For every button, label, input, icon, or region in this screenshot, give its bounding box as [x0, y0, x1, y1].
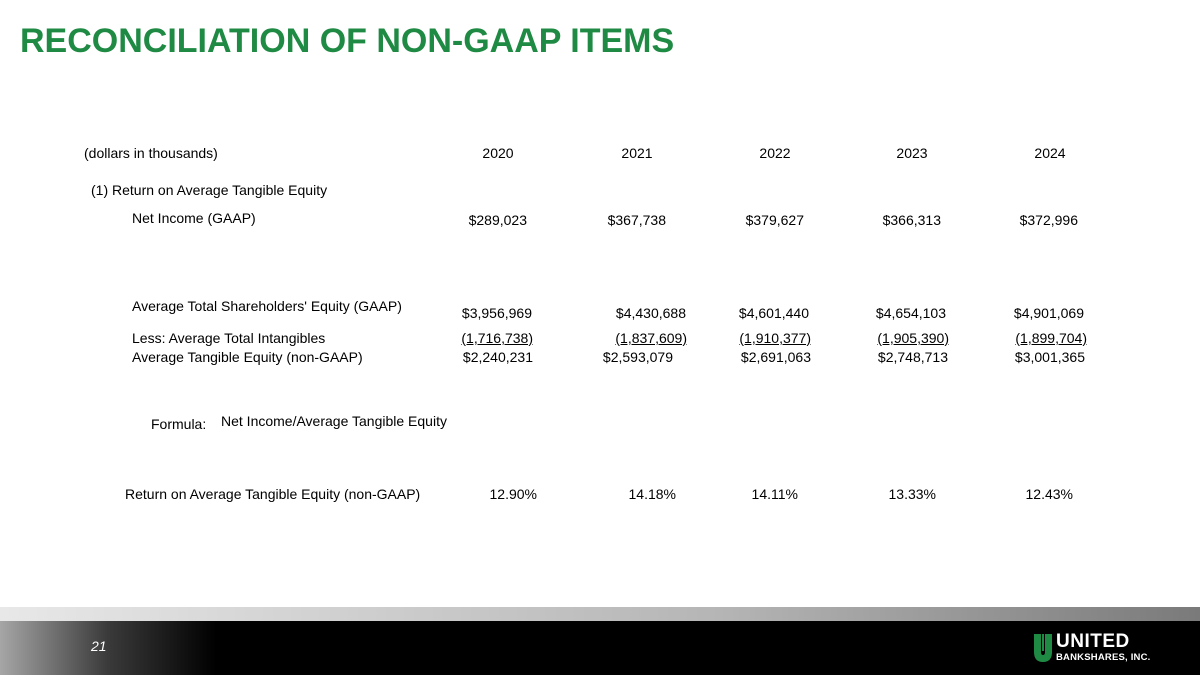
avg-total-equity-value: $4,654,103 [875, 305, 946, 321]
page-number: 21 [91, 638, 107, 654]
year-header: 2024 [1034, 145, 1066, 161]
avg-tangible-equity-label: Average Tangible Equity (non-GAAP) [132, 349, 363, 365]
net-income-value: $379,627 [745, 212, 804, 228]
less-intangibles-value: (1,899,704) [1015, 330, 1087, 346]
return-on-tangible-equity-value: 14.11% [751, 486, 798, 502]
less-intangibles-value: (1,905,390) [877, 330, 949, 346]
section-heading: (1) Return on Average Tangible Equity [91, 182, 328, 198]
less-intangibles-label: Less: Average Total Intangibles [132, 330, 326, 346]
return-on-tangible-equity-value: 13.33% [888, 486, 936, 502]
formula-label: Formula: [151, 416, 207, 432]
year-header: 2020 [482, 145, 514, 161]
net-income-label: Net Income (GAAP) [132, 210, 256, 226]
units-label: (dollars in thousands) [84, 145, 218, 161]
return-on-tangible-equity-value: 12.90% [489, 486, 537, 502]
return-on-tangible-equity-label: Return on Average Tangible Equity (non-GAAP) [125, 486, 421, 502]
avg-tangible-equity-value: $2,240,231 [462, 349, 533, 365]
footer-bar [0, 621, 1200, 675]
less-intangibles-value: (1,837,609) [615, 330, 687, 346]
return-on-tangible-equity-value: 14.18% [628, 486, 676, 502]
logo-subtitle: BANKSHARES, INC. [1056, 652, 1151, 663]
avg-tangible-equity-value: $2,593,079 [602, 349, 673, 365]
avg-total-equity-label: Average Total Shareholders' Equity (GAAP) [132, 298, 402, 314]
year-header: 2021 [621, 145, 653, 161]
united-bankshares-logo-icon [1034, 634, 1052, 662]
year-header: 2022 [759, 145, 791, 161]
less-intangibles-value: (1,910,377) [739, 330, 811, 346]
avg-total-equity-value: $4,430,688 [615, 305, 686, 321]
net-income-value: $367,738 [607, 212, 666, 228]
avg-tangible-equity-value: $2,748,713 [877, 349, 948, 365]
page-title: RECONCILIATION OF NON-GAAP ITEMS [20, 22, 675, 60]
logo-name: UNITED [1056, 631, 1130, 652]
net-income-value: $366,313 [882, 212, 941, 228]
net-income-value: $372,996 [1019, 212, 1078, 228]
return-on-tangible-equity-value: 12.43% [1025, 486, 1073, 502]
less-intangibles-value: (1,716,738) [461, 330, 533, 346]
avg-total-equity-value: $3,956,969 [461, 305, 532, 321]
avg-total-equity-value: $4,901,069 [1013, 305, 1084, 321]
formula-text: Net Income/Average Tangible Equity [221, 413, 447, 429]
footer-gradient-band [0, 607, 1200, 621]
logo-stripe [1042, 634, 1044, 651]
avg-total-equity-value: $4,601,440 [738, 305, 809, 321]
year-header: 2023 [896, 145, 928, 161]
avg-tangible-equity-value: $2,691,063 [740, 349, 811, 365]
avg-tangible-equity-value: $3,001,365 [1014, 349, 1085, 365]
net-income-value: $289,023 [468, 212, 527, 228]
